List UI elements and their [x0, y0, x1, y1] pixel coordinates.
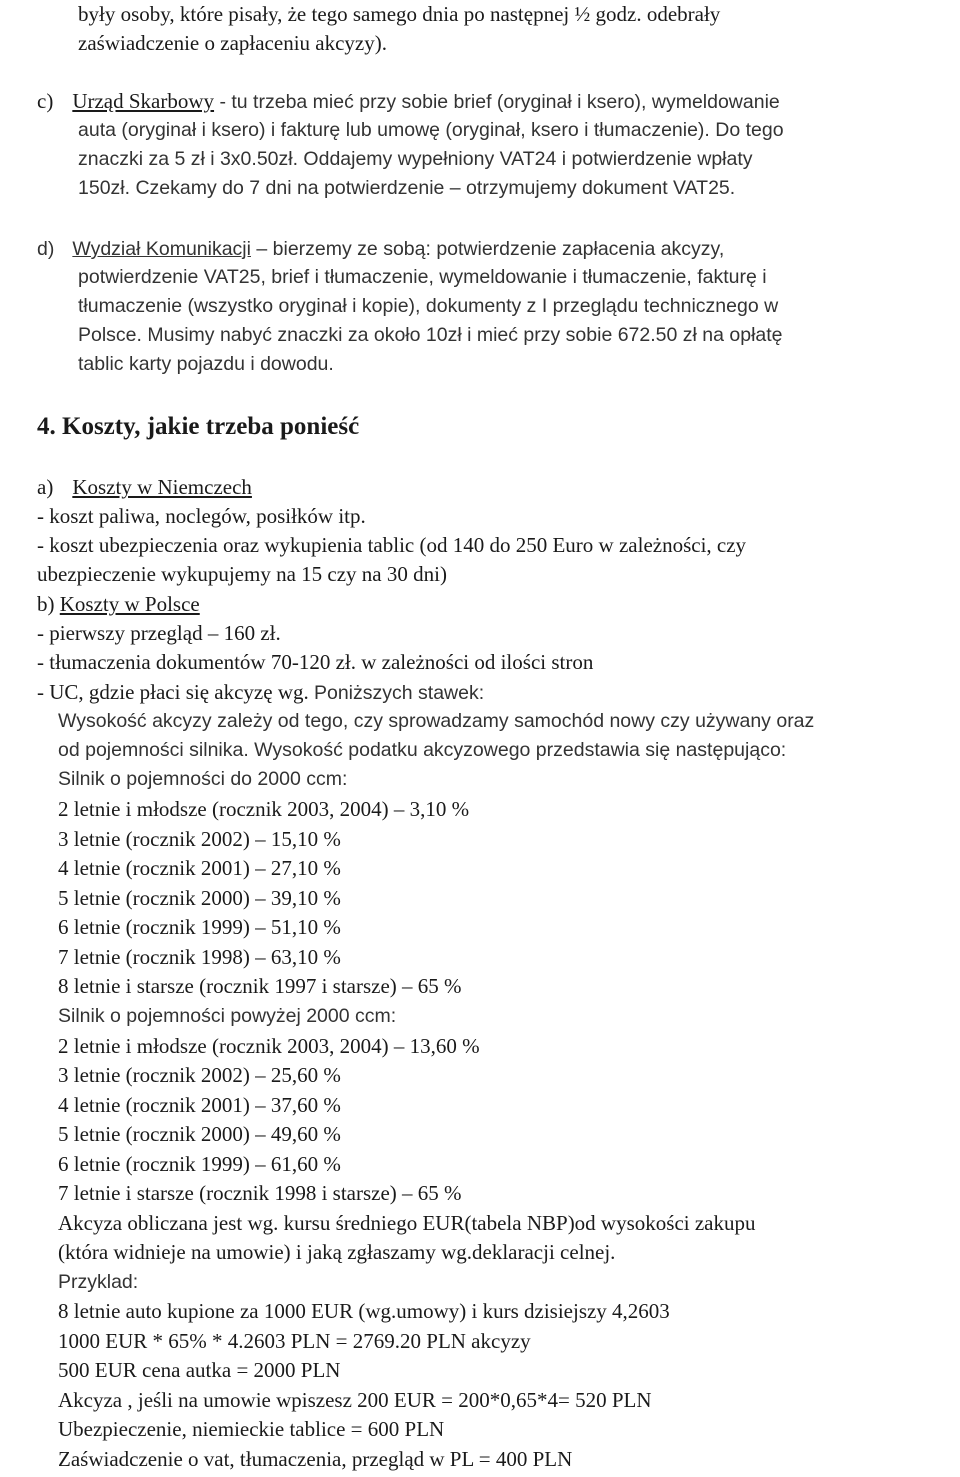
- rate-row: 4 letnie (rocznik 2001) – 27,10 %: [58, 856, 341, 880]
- item-marker: d): [37, 238, 55, 260]
- item-c-first-line: [37, 87, 780, 117]
- text-run: - UC, gdzie płaci się akcyzę wg.: [37, 680, 314, 704]
- text-run: Poniższych stawek:: [313, 682, 485, 704]
- link-urzad-skarbowy[interactable]: Urząd Skarbowy: [72, 89, 215, 113]
- text-line: Zaświadczenie o vat, tłumaczenia, przegląd w PL = 400 PLN: [58, 1447, 573, 1471]
- item-a-first-line: [37, 473, 252, 502]
- text-line: były osoby, które pisały, że tego samego dnia po następnej ½ godz. odebrały: [78, 2, 721, 26]
- item-d-first-line: [37, 234, 724, 264]
- text-line: 1000 EUR * 65% * 4.2603 PLN = 2769.20 PLN akcyzy: [58, 1329, 531, 1353]
- text-line: tłumaczenie (wszystko oryginał i kopie), dokumenty z I przeglądu technicznego w: [78, 295, 779, 317]
- text-line: auta (oryginał i ksero) i fakturę lub umowę (oryginał, ksero i tłumaczenie). Do tego: [78, 119, 784, 141]
- text-line: - koszt paliwa, noclegów, posiłków itp.: [37, 504, 366, 528]
- rate-row: 5 letnie (rocznik 2000) – 49,60 %: [58, 1122, 341, 1146]
- text-line: ubezpieczenie wykupujemy na 15 czy na 30 dni): [37, 562, 447, 586]
- link-wydzial-komunikacji[interactable]: Wydział Komunikacji: [72, 238, 251, 260]
- text-line: zaświadczenie o zapłaceniu akcyzy).: [78, 31, 387, 55]
- example-label: Przyklad:: [58, 1271, 139, 1293]
- link-koszty-w-polsce[interactable]: Koszty w Polsce: [59, 592, 200, 616]
- text-line: Akcyza obliczana jest wg. kursu średniego EUR(tabela NBP)od wysokości zakupu: [58, 1211, 756, 1235]
- text-line: - koszt ubezpieczenia oraz wykupienia tablic (od 140 do 250 Euro w zależności, czy: [37, 533, 747, 557]
- rate-row: 8 letnie i starsze (rocznik 1997 i starsze) – 65 %: [58, 974, 462, 998]
- group-heading: Silnik o pojemności powyżej 2000 ccm:: [58, 1005, 397, 1027]
- item-marker: c): [37, 89, 54, 113]
- text-run: - tu trzeba mieć przy sobie brief (oryginał i ksero), wymeldowanie: [214, 91, 780, 113]
- rate-row: 4 letnie (rocznik 2001) – 37,60 %: [58, 1093, 341, 1117]
- text-line: - pierwszy przegląd – 160 zł.: [37, 621, 281, 645]
- rate-row: 5 letnie (rocznik 2000) – 39,10 %: [58, 886, 341, 910]
- text-line: - tłumaczenia dokumentów 70-120 zł. w zależności od ilości stron: [37, 650, 594, 674]
- rate-row: 3 letnie (rocznik 2002) – 25,60 %: [58, 1063, 341, 1087]
- text-line: Akcyza , jeśli na umowie wpiszesz 200 EUR = 200*0,65*4= 520 PLN: [58, 1388, 652, 1412]
- text-line: 500 EUR cena autka = 2000 PLN: [58, 1358, 341, 1382]
- rate-row: 3 letnie (rocznik 2002) – 15,10 %: [58, 827, 341, 851]
- text-line: Polsce. Musimy nabyć znaczki za około 10zł i mieć przy sobie 672.50 zł na opłatę: [78, 324, 783, 346]
- rate-row: 7 letnie (rocznik 1998) – 63,10 %: [58, 945, 341, 969]
- link-koszty-w-niemczech[interactable]: Koszty w Niemczech: [72, 475, 252, 499]
- group-heading: Silnik o pojemności do 2000 ccm:: [58, 768, 348, 790]
- text-line: Wysokość akcyzy zależy od tego, czy sprowadzamy samochód nowy czy używany oraz: [58, 710, 815, 732]
- text-line: od pojemności silnika. Wysokość podatku akcyzowego przedstawia się następująco:: [58, 739, 787, 761]
- section-heading: 4. Koszty, jakie trzeba ponieść: [37, 413, 360, 440]
- text-line: znaczki za 5 zł i 3x0.50zł. Oddajemy wypełniony VAT24 i potwierdzenie wpłaty: [78, 148, 753, 170]
- rate-row: 2 letnie i młodsze (rocznik 2003, 2004) – 3,10 %: [58, 797, 470, 821]
- rate-row: 7 letnie i starsze (rocznik 1998 i starsze) – 65 %: [58, 1181, 462, 1205]
- text-line: 8 letnie auto kupione za 1000 EUR (wg.umowy) i kurs dzisiejszy 4,2603: [58, 1299, 670, 1323]
- rate-row: 2 letnie i młodsze (rocznik 2003, 2004) – 13,60 %: [58, 1034, 480, 1058]
- text-run: – bierzemy ze sobą: potwierdzenie zapłacenia akcyzy,: [250, 238, 725, 260]
- rate-row: 6 letnie (rocznik 1999) – 51,10 %: [58, 915, 341, 939]
- text-line: tablic karty pojazdu i dowodu.: [78, 353, 334, 375]
- text-line: Ubezpieczenie, niemieckie tablice = 600 PLN: [58, 1417, 445, 1441]
- rate-row: 6 letnie (rocznik 1999) – 61,60 %: [58, 1152, 341, 1176]
- item-marker: b): [37, 592, 60, 616]
- item-marker: a): [37, 475, 54, 499]
- text-line: 150zł. Czekamy do 7 dni na potwierdzenie – otrzymujemy dokument VAT25.: [78, 177, 736, 199]
- text-line: [37, 678, 484, 708]
- text-line: (która widnieje na umowie) i jaką zgłaszamy wg.deklaracji celnej.: [58, 1240, 616, 1264]
- item-b-first-line: [37, 590, 200, 619]
- text-line: potwierdzenie VAT25, brief i tłumaczenie, wymeldowanie i tłumaczenie, fakturę i: [78, 266, 767, 288]
